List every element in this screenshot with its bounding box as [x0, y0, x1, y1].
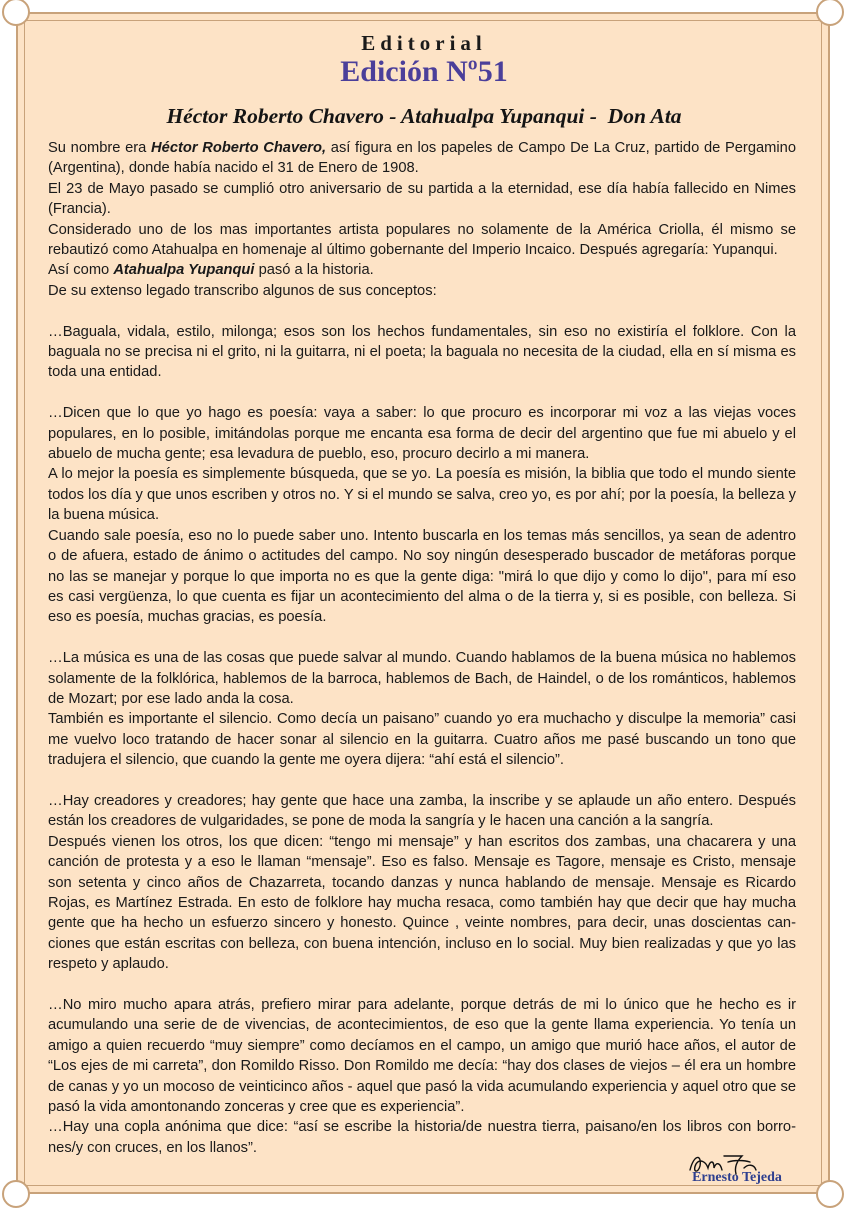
- intro-paragraph: Considerado uno de los mas importantes artista populares no solamente de la América Criolla, él mismo se rebautizó como Atahualpa en homenaje al último gobernante del Imperio Incaico. Después agregaría: Yupanqui.: [48, 221, 796, 259]
- paragraph-gap: [48, 628, 796, 648]
- intro-paragraph: El 23 de Mayo pasado se cumplió otro aniversario de su partida a la eternidad, ese día había fallecido en Nimes (Francia).: [48, 180, 796, 218]
- quote-paragraph: …Hay una copla anónima que dice: “así se escribe la historia/de nuestra tierra, paisano/en los libros con borrones/y con cruces, en los llanos”.: [48, 1119, 796, 1156]
- text-run: Su nombre era: [48, 140, 152, 156]
- quote-paragraph: Cuando sale poesía, eso no lo puede saber uno. Intento buscarla en los temas más sencillos, ya sean de adentro o de afuera, estado de ánimo o actitudes del campo. No soy ningún desesperado buscador de metáforas porque no las se manejar y porque lo que importa no es que la gente diga: "mirá lo que dijo y como lo dijo", para mí eso es casi vergüenza, lo que cuenta es fijar un acontecimiento del alma o de la tierra y, si es posible, con belleza. Si eso es poesía, muchas gracias, es poesía.: [48, 527, 796, 626]
- quote-paragraph: …No miro mucho apara atrás, prefiero mirar para adelante, porque detrás de mi lo único que he hecho es ir acumulando una serie de de vivencias, de acontecimientos, de eso que la gente llama experiencia. Yo tenía un amigo a quien recuerdo “muy siempre” como decíamos en el campo, un amigo que murió hace años, el autor de “Los ejes de mi carreta”, don Romildo Risso. Don Romildo me decía: “hay dos clases de viejos – él era un hombre de canas y yo un mocoso de veinticinco años - aquel que pasó la vida acumulando experiencia y aquel otro que se pasó la vida amontonando zonceras y cree que es experiencia”.: [48, 996, 796, 1116]
- author-signature: [676, 1148, 798, 1190]
- emphasis-name: Héctor Roberto Chavero,: [151, 140, 327, 156]
- article-headline: Héctor Roberto Chavero - Atahualpa Yupanqui - Don Ata: [166, 104, 682, 128]
- text-run: Así como: [48, 262, 114, 279]
- article-body: [48, 138, 796, 1158]
- intro-paragraph: [48, 138, 796, 179]
- text-run: pasó a la historia.: [254, 262, 374, 279]
- quote-paragraph: Después vienen los otros, los que dicen: “tengo mi mensaje” y han escritos dos zambas, una chacarera y una canción de protesta y a eso le llaman “mensaje”. Eso es falso. Mensaje es Tagore, mensaje es Cristo, mensaje son setenta y cinco años de Chazarreta, tocando danzas y nunca hablando de mensaje. Mensaje es Ricardo Rojas, es Martínez Estrada. En esto de folklore hay mucha resaca, como también hay que decir que hay mucha gente que ha hecho un esfuerzo sincero y honesto. Quince , veinte nombres, para decir, unas doscientas canciones que están escritas con belleza, con buena intención, incluso en lo social. Muy bien realizadas y que yo las respeto y aplaudo.: [48, 833, 796, 973]
- intro-paragraph: [48, 260, 796, 280]
- paragraph-gap: [48, 771, 796, 791]
- edition-title: Edición Nº51: [340, 55, 508, 88]
- text-run: así figura en los papeles de Campo De La Cruz, partido de Pergamino (Argentina), donde había nacido el 31 de Enero de 1908.: [48, 140, 796, 177]
- author-name: Ernesto Tejeda: [692, 1170, 782, 1185]
- quote-paragraph: A lo mejor la poesía es simplemente búsqueda, que se yo. La poesía es misión, la biblia que todo el mundo siente todos los día y que unos escriben y otros no. Y si el mundo se salva, creo yo, es por ahí; por la poesía, la belleza y la buena música.: [48, 466, 796, 524]
- corner-ornament: [816, 0, 844, 26]
- quote-paragraph: …La música es una de las cosas que puede salvar al mundo. Cuando hablamos de la buena música no hablemos solamente de la folklórica, hablemos de la barroca, hablemos de Bach, de Haindel, o de los románticos, hablemos de Mozart; por ese lado anda la cosa.: [48, 650, 796, 707]
- corner-ornament: [816, 1180, 844, 1208]
- paragraph-gap: [48, 301, 796, 321]
- paragraph-gap: [48, 383, 796, 403]
- emphasis-name: Atahualpa Yupanqui: [113, 262, 255, 279]
- paragraph-gap: [48, 975, 796, 995]
- corner-ornament: [2, 1180, 30, 1208]
- quote-paragraph: …Baguala, vidala, estilo, milonga; esos son los hechos fundamentales, sin eso no existiría el folklore. Con la baguala no se precisa ni el grito, ni la guitarra, ni el poeta; la baguala no necesita de la ciudad, ella en sí misma es toda una entidad.: [48, 323, 796, 381]
- section-kicker: Editorial: [361, 31, 487, 55]
- quote-paragraph: …Hay creadores y creadores; hay gente que hace una zamba, la inscribe y se aplaude un año entero. Después están los creadores de vulgaridades, se pone de moda la sangría y le hacen una canción a la sangría.: [48, 792, 796, 830]
- intro-paragraph: De su extenso legado transcribo algunos de sus conceptos:: [48, 282, 437, 299]
- quote-paragraph: …Dicen que lo que yo hago es poesía: vaya a saber: lo que procuro es incorporar mi voz a las viejas voces populares, en lo posible, imitándolas porque me encanta esa forma de decir del argentino que fue mi abuelo y el abuelo de mucha gente; esa levadura de pueblo, eso, procuro decirlo a mi manera.: [48, 405, 796, 463]
- quote-paragraph: También es importante el silencio. Como decía un paisano” cuando yo era muchacho y disculpe la memoria” casi me vuelvo loco tratando de hacer sonar al silencio en la guitarra. Cuatro años me pasé buscando un tono que tradujera el silencio, que cuando la gente me oyera dijera: “ahí está el silencio”.: [48, 711, 796, 769]
